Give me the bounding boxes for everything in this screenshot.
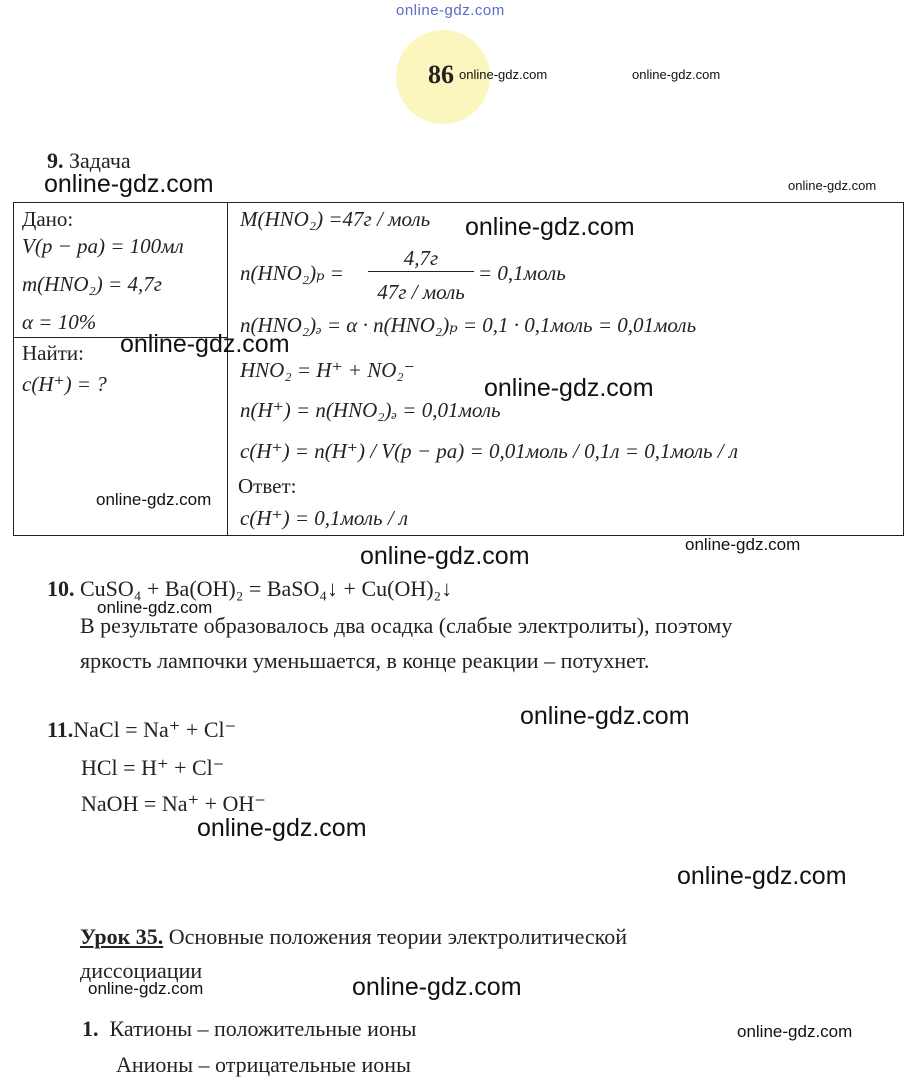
watermark: online-gdz.com (632, 67, 721, 82)
lesson-title-line2: диссоциации (80, 958, 203, 983)
watermark: online-gdz.com (352, 973, 522, 1001)
watermark: online-gdz.com (520, 702, 690, 730)
solution-concentration: c(H⁺) = n(H⁺) / V(p − pa) = 0,01моль / 0,1л = 0,1моль / л (240, 439, 739, 463)
watermark: online-gdz.com (737, 1022, 853, 1041)
solution-fraction-denominator: 47г / моль (377, 280, 465, 304)
task9-title: Задача (69, 148, 131, 173)
watermark: online-gdz.com (459, 67, 548, 82)
task10-number: 10. (47, 576, 75, 601)
watermark: online-gdz.com (120, 330, 290, 358)
task1-cations: Катионы – положительные ионы (109, 1016, 417, 1041)
table-divider (227, 202, 228, 536)
lesson-heading (80, 924, 627, 950)
table-border-right (903, 202, 904, 536)
watermark: online-gdz.com (677, 862, 847, 890)
answer-label: Ответ: (238, 474, 297, 498)
watermark: online-gdz.com (465, 213, 635, 241)
watermark: online-gdz.com (360, 542, 530, 570)
watermark: online-gdz.com (44, 170, 214, 198)
watermark: online-gdz.com (484, 374, 654, 402)
lesson-title-line1: Основные положения теории электролитической (168, 924, 627, 949)
find-value: c(H⁺) = ? (22, 372, 107, 396)
given-label: Дано: (22, 207, 74, 231)
watermark: online-gdz.com (788, 178, 877, 193)
watermark: online-gdz.com (88, 979, 204, 998)
solution-n-label: n(HNO₂)ₚ = (240, 261, 344, 285)
task11-equation-1: NaCl = Na⁺ + Cl⁻ (73, 717, 237, 742)
solution-dissociated: n(HNO₂)ₔ = α · n(HNO₂)ₚ = 0,1 · 0,1моль = 0,01моль (240, 313, 697, 337)
watermark: online-gdz.com (685, 535, 801, 554)
solution-molar-mass: M(HNO₂) =47г / моль (240, 207, 431, 231)
task1-anions: Анионы – отрицательные ионы (116, 1052, 411, 1077)
task1-line1 (82, 1016, 416, 1042)
given-volume: V(p − pa) = 100мл (22, 234, 184, 258)
find-label: Найти: (22, 341, 84, 365)
task9-number: 9. (47, 148, 64, 173)
given-mass: m(HNO₂) = 4,7г (22, 272, 162, 296)
solution-fraction-numerator: 4,7г (368, 246, 474, 272)
watermark: online-gdz.com (197, 814, 367, 842)
solution-n-result: = 0,1моль (478, 261, 566, 285)
answer-value: c(H⁺) = 0,1моль / л (240, 506, 409, 530)
task11-equation-3: NaOH = Na⁺ + OH⁻ (81, 791, 266, 816)
solution-n-h: n(H⁺) = n(HNO₂)ₔ = 0,01моль (240, 398, 501, 422)
task10-equation: CuSO₄ + Ba(OH)₂ = BaSO₄↓ + Cu(OH)₂↓ (80, 576, 453, 601)
watermark: online-gdz.com (97, 598, 213, 617)
task11-number: 11. (47, 717, 74, 742)
watermark: online-gdz.com (396, 2, 505, 19)
watermark: online-gdz.com (96, 490, 212, 509)
task11-equation-2: HCl = H⁺ + Cl⁻ (81, 755, 225, 780)
task1-number: 1. (82, 1016, 99, 1041)
given-alpha: α = 10% (22, 310, 97, 334)
table-border-left (13, 202, 14, 536)
task11-line1 (47, 717, 236, 743)
solution-equation: HNO₂ = H⁺ + NO₂⁻ (240, 358, 415, 382)
task10-text-line1: В результате образовалось два осадка (слабые электролиты), поэтому (80, 613, 733, 638)
lesson-label: Урок 35. (80, 924, 164, 949)
task10-text-line2: яркость лампочки уменьшается, в конце реакции – потухнет. (80, 648, 650, 673)
table-border-top (13, 202, 904, 203)
page-number: 86 (428, 60, 454, 89)
